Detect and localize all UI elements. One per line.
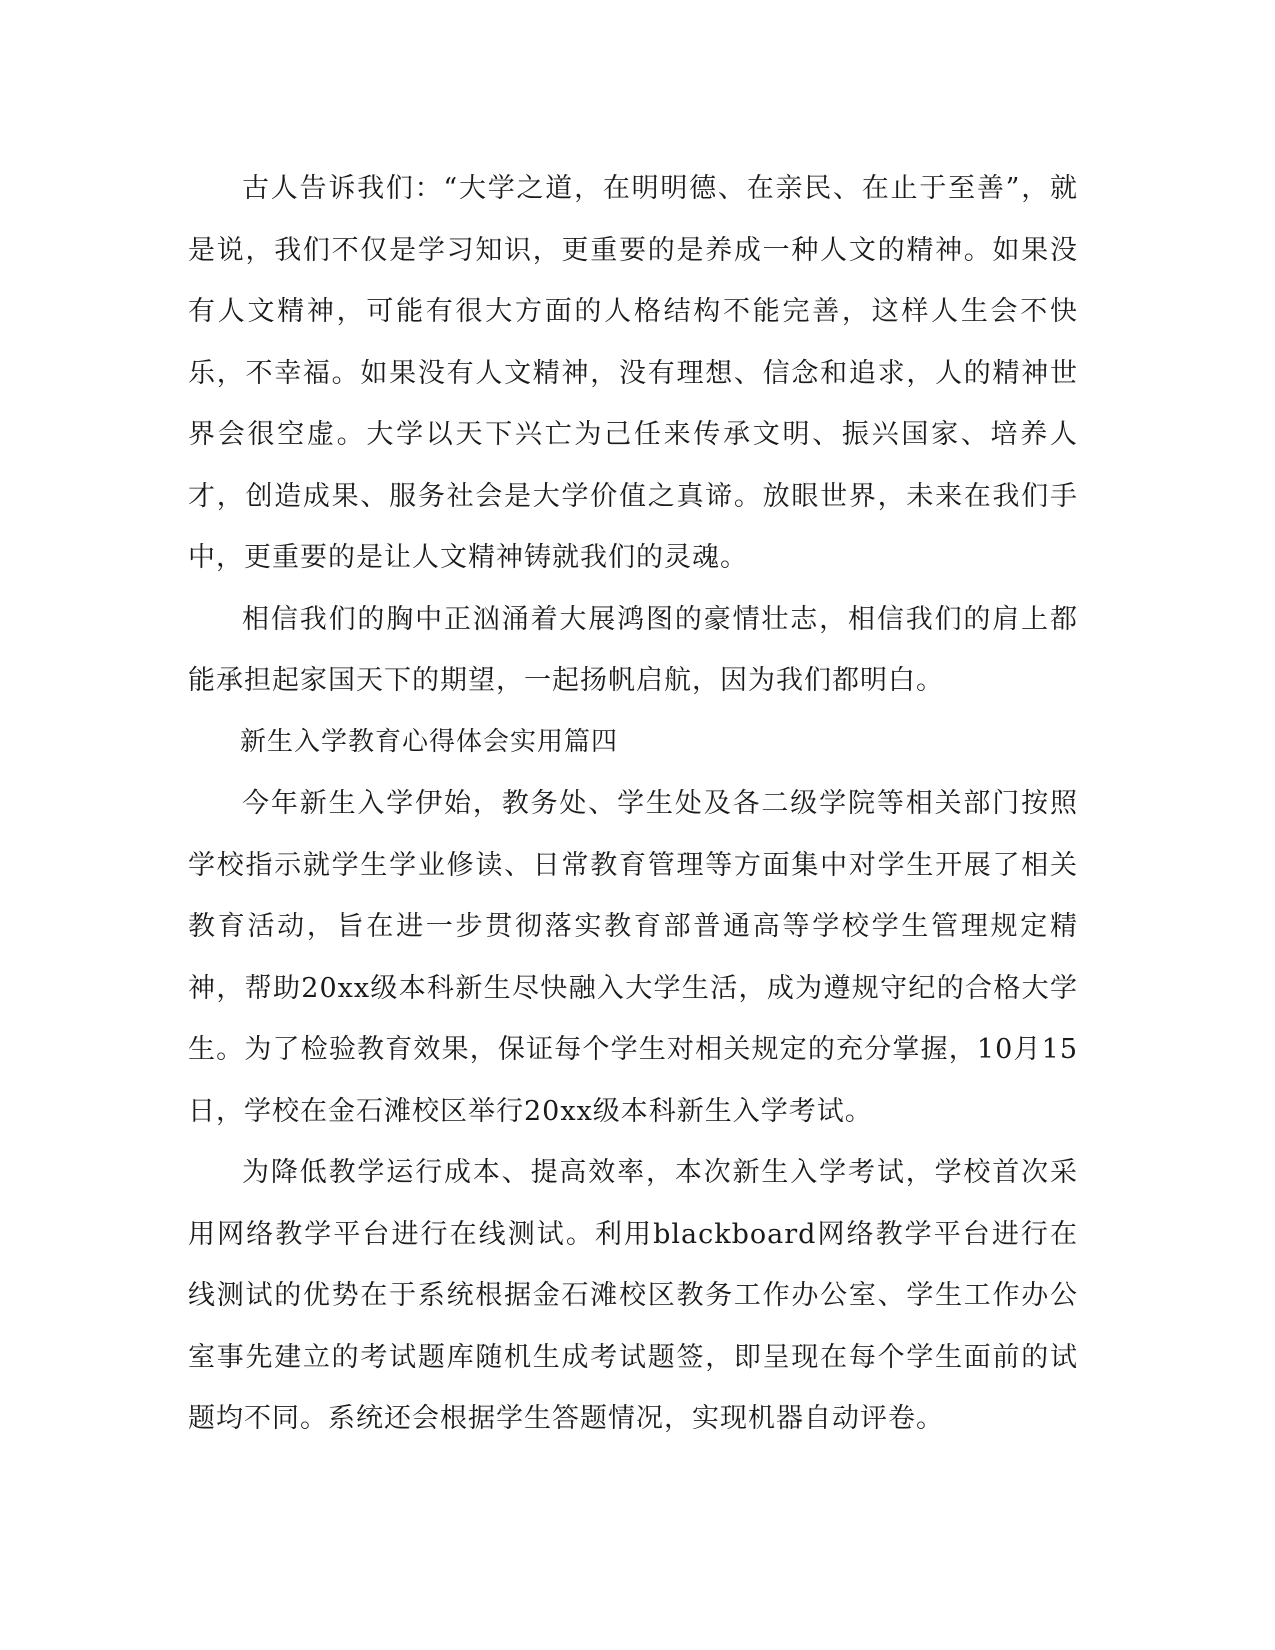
paragraph-online-test: 为降低教学运行成本、提高效率，本次新生入学考试，学校首次采用网络教学平台进行在线测试。利用blackboard网络教学平台进行在线测试的优势在于系统根据金石滩校区教务工作办公室、学生工作办公室事先建立的考试题库随机生成考试题签，即呈现在每个学生面前的试题均不同。系统还会根据学生答题情况，实现机器自动评卷。 xyxy=(188,1157,1078,1434)
paragraph-aspiration: 相信我们的胸中正汹涌着大展鸿图的豪情壮志，相信我们的肩上都能承担起家国天下的期望，一起扬帆启航，因为我们都明白。 xyxy=(188,603,1078,696)
section-heading: 新生入学教育心得体会实用篇四 xyxy=(240,726,619,757)
paragraph-university-spirit: 古人告诉我们：“大学之道，在明明德、在亲民、在止于至善”，就是说，我们不仅是学习知识，更重要的是养成一种人文的精神。如果没有人文精神，可能有很大方面的人格结构不能完善，这样人生会不快乐，不幸福。如果没有人文精神，没有理想、信念和追求，人的精神世界会很空虚。大学以天下兴亡为己任来传承文明、振兴国家、培养人才，创造成果、服务社会是大学价值之真谛。放眼世界，未来在我们手中，更重要的是让人文精神铸就我们的灵魂。 xyxy=(188,173,1078,573)
document-body xyxy=(188,158,1078,1450)
paragraph-orientation-exam: 今年新生入学伊始，教务处、学生处及各二级学院等相关部门按照学校指示就学生学业修读、日常教育管理等方面集中对学生开展了相关教育活动，旨在进一步贯彻落实教育部普通高等学校学生管理规定精神，帮助20xx级本科新生尽快融入大学生活，成为遵规守纪的合格大学生。为了检验教育效果，保证每个学生对相关规定的充分掌握，10月15日，学校在金石滩校区举行20xx级本科新生入学考试。 xyxy=(188,788,1078,1127)
